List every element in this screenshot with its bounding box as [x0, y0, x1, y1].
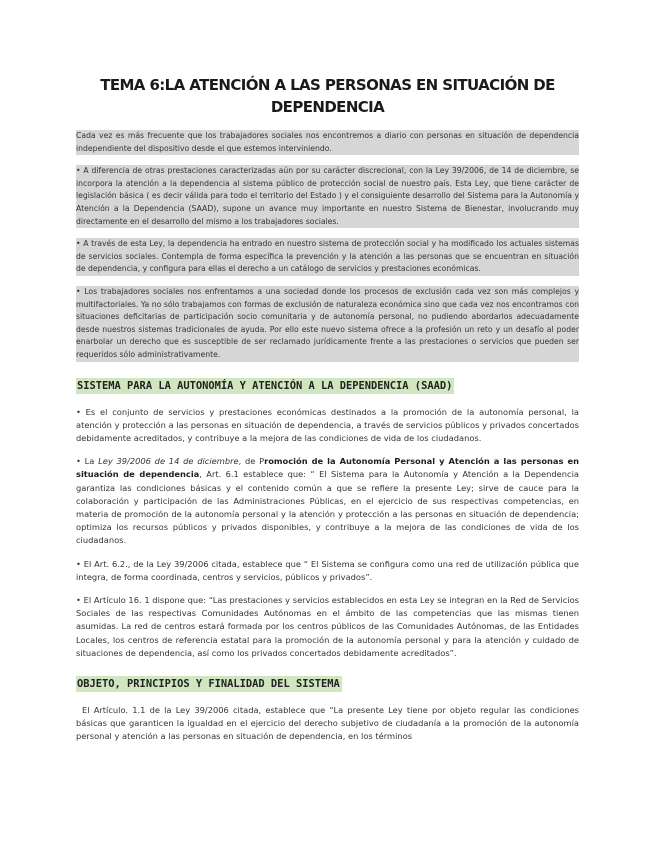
intro-paragraph: • Los trabajadores sociales nos enfrentamos a una sociedad donde los procesos de exclusión cada vez son más complejos y multifactoriales. Ya no sólo trabajamos con formas de exclusión de naturaleza económica sino que cada vez nos encontramos con situaciones deficitarias de participación socio comunitaria y de autonomía personal, no pudiendo abordarlos adecuadamente desde nuestros sistemas tradicionales de ayuda. Por ello este nuevo sistema ofrece a la profesión un reto y un desafío al poder enarbolar un derecho que es susceptible de ser reclamado jurídicamente frente a las prestaciones o servicios que pueden ser requeridos sólo administrativamente. — [76, 286, 579, 362]
saad-paragraph: • Es el conjunto de servicios y prestaciones económicas destinados a la promoción de la autonomía personal, la atención y protección a las personas en situación de dependencia, a través de servicios públicos y privados concertados debidamente acreditados, y contribuye a la mejora de las condiciones de vida de los ciudadanos. — [76, 406, 579, 443]
section-heading-objeto: OBJETO, PRINCIPIOS Y FINALIDAD DEL SISTEMA — [77, 677, 340, 690]
text-span: • La — [76, 456, 99, 467]
saad-paragraph: • El Art. 6.2., de la Ley 39/2006 citada, establece que “ El Sistema se configura como una red de utilización pública que integra, de forma coordinada, centros y servicios, públicos y privados”. — [76, 558, 579, 582]
intro-paragraph: Cada vez es más frecuente que los trabajadores sociales nos encontremos a diario con personas en situación de dependencia independiente del dispositivo desde el que estemos interviniendo. — [76, 130, 579, 155]
page-title: TEMA 6:LA ATENCIÓN A LAS PERSONAS EN SITUACIÓN DE DEPENDENCIA — [100, 76, 555, 116]
saad-paragraph: • El Artículo 16. 1 dispone que: “Las prestaciones y servicios establecidos en esta Ley se integran en la Red de Servicios Sociales de las respectivas Comunidades Autónomas en el ámbito de las competencias que las mismas tienen asumidas. La red de centros estará formada por los centros públicos de las Comunidades Autónomas, de las Entidades Locales, los centros de referencia estatal para la promoción de la autonomía personal y para la atención y cuidado de situaciones de dependencia, así como los privados concertados debidamente acreditados”. — [76, 594, 579, 658]
section-heading-saad: SISTEMA PARA LA AUTONOMÍA Y ATENCIÓN A LA DEPENDENCIA (SAAD) — [77, 379, 453, 392]
intro-paragraph: • A través de esta Ley, la dependencia ha entrado en nuestro sistema de protección social y ha modificado los actuales sistemas de servicios sociales. Contempla de forma específica la prevención y la atención a las personas que se encuentran en situación de dependencia, y configura para ellas el derecho a un catálogo de servicios y prestaciones económicas. — [76, 238, 579, 276]
objeto-paragraph: El Artículo. 1.1 de la Ley 39/2006 citada, establece que “La presente Ley tiene por objeto regular las condiciones básicas que garanticen la igualdad en el ejercicio del derecho subjetivo de ciudadanía a la promoción de la autonomía personal y atención a las personas en situación de dependencia, en los términos — [76, 704, 579, 742]
law-reference: Ley 39/2006 de 14 de diciembre — [98, 456, 239, 467]
text-span: , Art. 6.1 establece que: “ El Sistema para la Autonomía y Atención a la Dependencia garantiza las condiciones básicas y el contenido común a que se refiere la presente Ley; sirve de cauce para la colaboración y participación de las Administraciones Públicas, en el ejercicio de sus respectivas competencias, en materia de promoción de la autonomía personal y la atención y protección a las personas en situación de dependencia; optimiza los recursos públicos y privados disponibles, y contribuye a la mejora de las condiciones de vida de los ciudadanos. — [76, 469, 579, 546]
intro-paragraph: • A diferencia de otras prestaciones caracterizadas aún por su carácter discrecional, con la Ley 39/2006, de 14 de diciembre, se incorpora la atención a la dependencia al sistema público de protección social de nuestro país. Esta Ley, que tiene carácter de legislación básica ( es decir válida para todo el territorio del Estado ) y el consiguiente desarrollo del Sistema para la Autonomía y Atención a la Dependencia (SAAD), supone un avance muy importante en nuestro Sistema de Bienestar, involucrando muy directamente en el desarrollo del mismo a los trabajadores sociales. — [76, 165, 579, 228]
saad-paragraph-law — [76, 455, 579, 547]
law-title: romoción de la Autonomía Personal y Atención a las personas en situación de dependencia — [76, 456, 579, 480]
text-span: , de P — [238, 456, 265, 467]
